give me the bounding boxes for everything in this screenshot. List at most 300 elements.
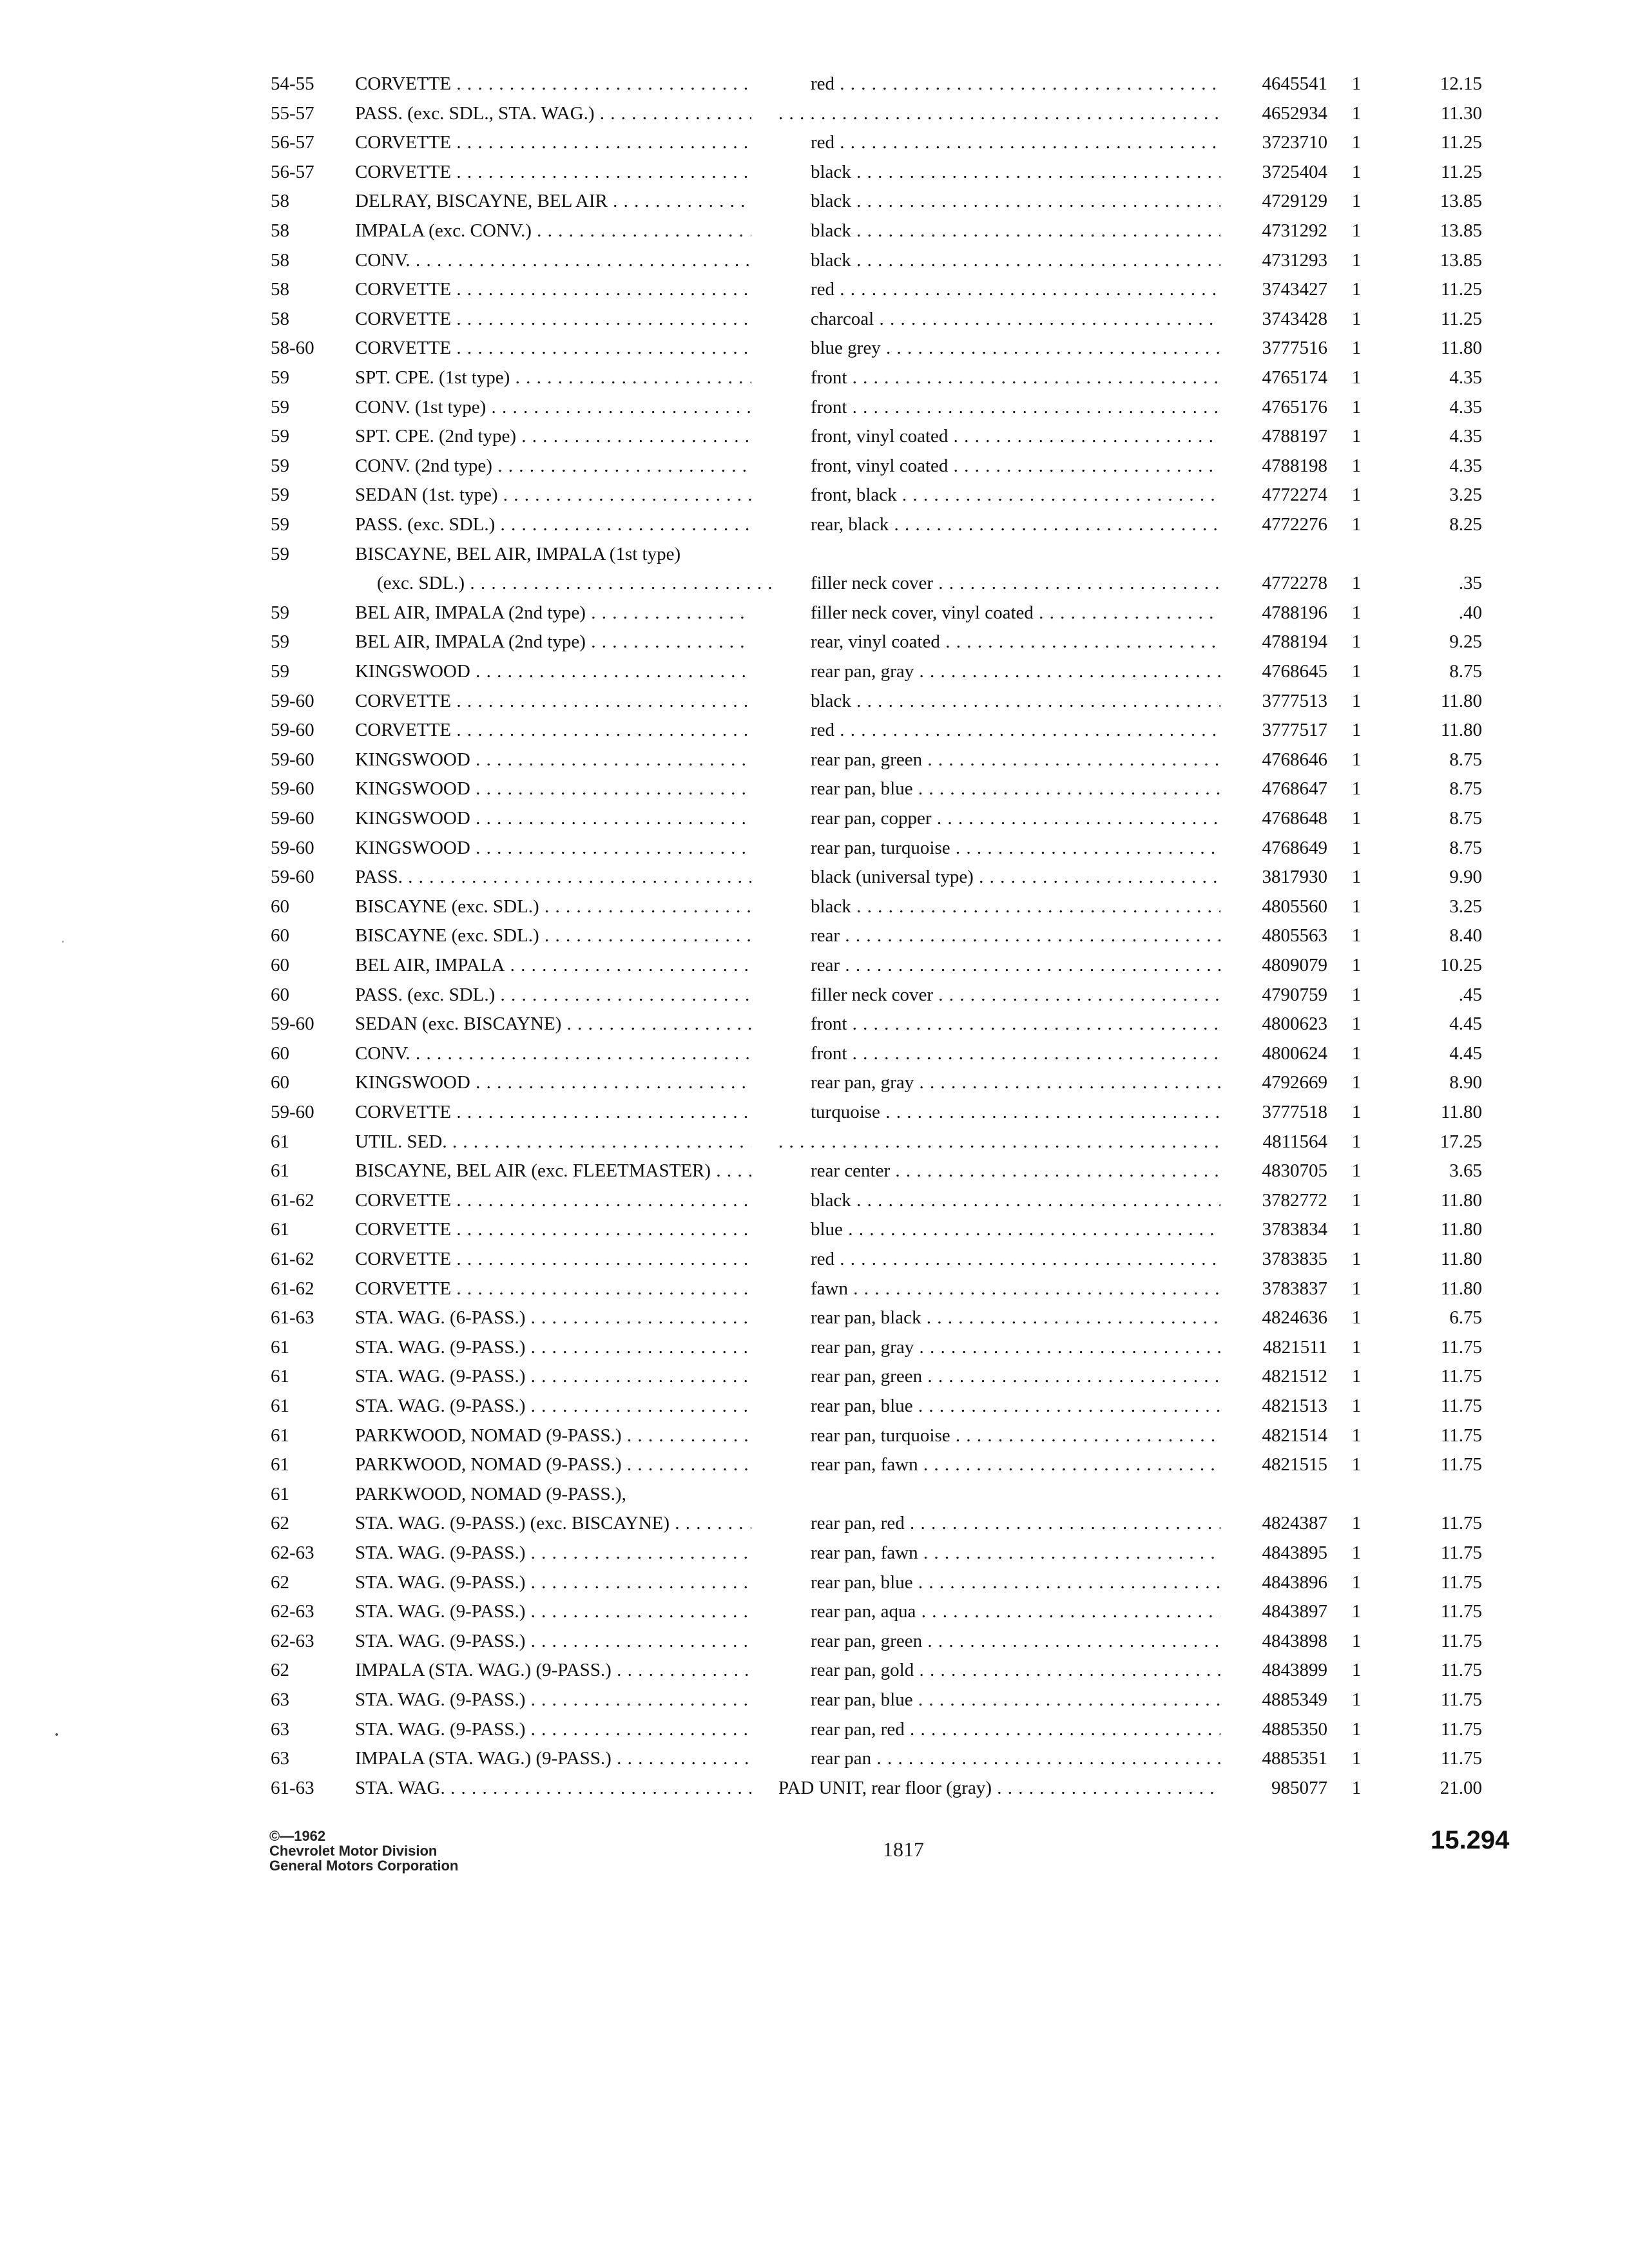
description-cell: rear pan . . .: [811, 1745, 1220, 1771]
description-cell: rear pan, green . . .: [811, 1363, 1220, 1389]
table-row: [0, 1510, 1629, 1540]
corporation-name: General Motors Corporation: [269, 1858, 459, 1874]
price-cell: 9.90: [1449, 867, 1482, 888]
part-number-cell: 3783835: [1262, 1249, 1327, 1269]
quantity-cell: 1: [1351, 73, 1362, 94]
description-cell: rear pan, gray . . .: [811, 1334, 1220, 1360]
description-cell: rear pan, fawn . . .: [811, 1452, 1220, 1477]
quantity-cell: 1: [1351, 1219, 1362, 1240]
part-number-cell: 3725404: [1262, 161, 1327, 182]
part-number-cell: 3743427: [1262, 279, 1327, 300]
quantity-cell: [1344, 1481, 1369, 1507]
model-cell: PASS. (exc. SDL., STA. WAG.) . . .: [355, 101, 751, 126]
price-cell: 13.85: [1440, 220, 1482, 241]
price-cell: 21.00: [1440, 1777, 1482, 1798]
model-cell: PARKWOOD, NOMAD (9-PASS.) . . .: [355, 1452, 751, 1477]
year-cell: 59-60: [271, 749, 314, 770]
table-row: [0, 423, 1629, 453]
model-cell: BISCAYNE, BEL AIR (exc. FLEETMASTER) . . .: [355, 1158, 751, 1184]
model-cell: KINGSWOOD . . .: [355, 658, 751, 684]
description-cell: rear pan, blue . . .: [811, 1570, 1220, 1595]
price-cell: 11.80: [1440, 690, 1482, 711]
quantity-cell: 1: [1351, 602, 1362, 623]
quantity-cell: 1: [1351, 661, 1362, 682]
price-cell: 3.65: [1449, 1160, 1482, 1182]
description-cell: red . . .: [811, 1246, 1220, 1272]
table-row: [0, 805, 1629, 835]
price-cell: 8.25: [1449, 514, 1482, 535]
year-cell: [271, 570, 348, 596]
table-row: [0, 1334, 1629, 1364]
quantity-cell: [1344, 541, 1369, 567]
price-cell: 6.75: [1449, 1307, 1482, 1329]
price-cell: 11.75: [1440, 1396, 1482, 1416]
table-row: [0, 218, 1629, 247]
quantity-cell: 1: [1351, 1131, 1362, 1152]
part-number-cell: 4805563: [1262, 925, 1327, 947]
description-cell: rear pan, green . . .: [811, 747, 1220, 773]
description-cell: rear . . .: [811, 923, 1220, 948]
year-cell: 62-63: [271, 1630, 314, 1651]
model-cell: STA. WAG. (9-PASS.) (exc. BISCAYNE) . . .: [355, 1510, 751, 1536]
table-row: [0, 894, 1629, 923]
description-cell: red . . .: [811, 71, 1220, 97]
model-cell: KINGSWOOD . . .: [355, 1070, 751, 1095]
year-cell: 62: [271, 1660, 289, 1681]
part-number-cell: 4800624: [1262, 1043, 1327, 1064]
year-cell: 59-60: [271, 1014, 314, 1035]
year-cell: 56-57: [271, 132, 314, 153]
model-cell: BISCAYNE, BEL AIR, IMPALA (1st type): [355, 543, 681, 564]
part-number-cell: 3777518: [1262, 1102, 1327, 1122]
quantity-cell: 1: [1351, 1336, 1362, 1358]
model-cell: STA. WAG. (6-PASS.) . . .: [355, 1305, 751, 1331]
price-cell: 8.75: [1449, 837, 1482, 858]
model-cell: CORVETTE . . .: [355, 130, 751, 155]
year-cell: 59-60: [271, 808, 314, 829]
model-cell: CORVETTE . . .: [355, 688, 751, 714]
part-number-cell: 4729129: [1262, 191, 1327, 212]
year-cell: 59-60: [271, 867, 314, 888]
quantity-cell: 1: [1351, 984, 1362, 1005]
model-cell: CONV. . . .: [355, 247, 751, 273]
model-cell: PASS. . . .: [355, 864, 751, 890]
year-cell: 60: [271, 1072, 289, 1093]
model-cell: BEL AIR, IMPALA (2nd type) . . .: [355, 629, 751, 655]
price-cell: 12.15: [1440, 73, 1482, 94]
description-cell: rear pan, green . . .: [811, 1628, 1220, 1654]
table-row: [0, 923, 1629, 952]
table-row: [0, 1129, 1629, 1158]
part-number-cell: 3782772: [1262, 1189, 1327, 1211]
quantity-cell: 1: [1351, 1748, 1362, 1769]
quantity-cell: 1: [1351, 1777, 1362, 1798]
model-cell: IMPALA (STA. WAG.) (9-PASS.) . . .: [355, 1657, 751, 1683]
price-cell: 11.75: [1440, 1748, 1482, 1769]
part-number-cell: 4821511: [1262, 1336, 1327, 1358]
year-cell: 59: [271, 514, 289, 535]
price-cell: 8.75: [1449, 661, 1482, 682]
price-cell: 8.40: [1449, 925, 1482, 947]
year-cell: 58: [271, 249, 289, 271]
part-number-cell: 4821512: [1262, 1366, 1327, 1387]
table-row: [0, 1276, 1629, 1305]
part-number-cell: 4821515: [1262, 1454, 1327, 1475]
part-number-cell: 4788198: [1262, 455, 1327, 476]
quantity-cell: 1: [1351, 161, 1362, 182]
model-cell: STA. WAG. (9-PASS.) . . .: [355, 1334, 751, 1360]
price-cell: 9.25: [1449, 631, 1482, 653]
table-row: [0, 688, 1629, 718]
description-cell: black . . .: [811, 247, 1220, 273]
year-cell: 61: [271, 1366, 289, 1387]
table-row: [0, 835, 1629, 865]
price-cell: .40: [1458, 602, 1482, 623]
model-cell: PARKWOOD, NOMAD (9-PASS.),: [355, 1483, 626, 1504]
price-cell: 11.75: [1440, 1454, 1482, 1475]
quantity-cell: 1: [1351, 1718, 1362, 1740]
part-number-cell: 3777517: [1262, 720, 1327, 741]
quantity-cell: 1: [1351, 249, 1362, 271]
model-cell: BEL AIR, IMPALA (2nd type) . . .: [355, 600, 751, 626]
model-cell: CORVETTE . . .: [355, 1187, 751, 1213]
model-cell: UTIL. SED. . . .: [355, 1129, 751, 1155]
part-number-cell: 4843899: [1262, 1660, 1327, 1681]
table-row: [0, 335, 1629, 365]
table-row: [0, 1657, 1629, 1687]
quantity-cell: 1: [1351, 1454, 1362, 1475]
price-cell: 11.75: [1440, 1660, 1482, 1681]
year-cell: 62-63: [271, 1601, 314, 1622]
description-cell: rear pan, fawn . . .: [811, 1540, 1220, 1566]
quantity-cell: 1: [1351, 631, 1362, 653]
division-name: Chevrolet Motor Division: [269, 1843, 438, 1859]
model-cell: CONV. (2nd type) . . .: [355, 453, 751, 479]
part-number-cell: 4788197: [1262, 426, 1327, 447]
price-cell: 11.75: [1440, 1366, 1482, 1387]
model-cell: STA. WAG. (9-PASS.) . . .: [355, 1393, 751, 1419]
year-cell: 61: [271, 1336, 289, 1358]
table-row: [0, 453, 1629, 483]
price-cell: 11.25: [1440, 279, 1482, 300]
price-cell: 11.25: [1440, 308, 1482, 329]
description-cell: rear, vinyl coated . . .: [811, 629, 1220, 655]
table-row: [0, 717, 1629, 747]
copyright-block: [269, 1829, 458, 1873]
price-cell: 11.80: [1440, 1249, 1482, 1269]
quantity-cell: 1: [1351, 455, 1362, 476]
description-cell: blue grey . . .: [811, 335, 1220, 361]
quantity-cell: 1: [1351, 808, 1362, 829]
model-cell: STA. WAG. (9-PASS.) . . .: [355, 1570, 751, 1595]
table-row: [0, 1216, 1629, 1246]
price-cell: 11.25: [1440, 132, 1482, 153]
model-cell: SPT. CPE. (2nd type) . . .: [355, 423, 751, 449]
price-cell: 3.25: [1449, 896, 1482, 917]
quantity-cell: 1: [1351, 1513, 1362, 1534]
part-number-cell: 4843897: [1262, 1601, 1327, 1622]
quantity-cell: 1: [1351, 1278, 1362, 1299]
price-cell: 11.75: [1440, 1571, 1482, 1593]
model-cell: (exc. SDL.) . . .: [355, 570, 773, 596]
model-cell: CORVETTE . . .: [355, 717, 751, 743]
description-cell: black (universal type) . . .: [811, 864, 1220, 890]
model-cell: BISCAYNE (exc. SDL.) . . .: [355, 923, 751, 948]
description-cell: black . . .: [811, 894, 1220, 919]
description-cell: rear pan, copper . . .: [811, 805, 1220, 831]
part-number-cell: 3783834: [1262, 1219, 1327, 1240]
model-cell: KINGSWOOD . . .: [355, 835, 751, 861]
year-cell: 61-62: [271, 1189, 314, 1211]
year-cell: 62-63: [271, 1542, 314, 1563]
quantity-cell: 1: [1351, 1542, 1362, 1563]
part-number-cell: 3743428: [1262, 308, 1327, 329]
description-cell: front . . .: [811, 1041, 1220, 1066]
model-cell: STA. WAG. . . .: [355, 1775, 751, 1801]
table-row: [0, 1599, 1629, 1628]
description-cell: rear, black . . .: [811, 512, 1220, 537]
price-cell: 11.80: [1440, 1189, 1482, 1211]
table-row: [0, 1570, 1629, 1599]
description-cell: [778, 1129, 1220, 1155]
part-number-cell: 4652934: [1262, 102, 1327, 124]
description-cell: front . . .: [811, 394, 1220, 420]
section-number: 15.294: [1431, 1826, 1510, 1854]
part-number-cell: 4885349: [1262, 1689, 1327, 1710]
part-number-cell: 4772274: [1262, 485, 1327, 506]
quantity-cell: 1: [1351, 690, 1362, 711]
model-cell: BEL AIR, IMPALA . . .: [355, 952, 751, 978]
table-row: [0, 1187, 1629, 1217]
year-cell: 61: [271, 1454, 289, 1475]
quantity-cell: 1: [1351, 396, 1362, 418]
price-cell: 4.45: [1449, 1043, 1482, 1064]
price-cell: 4.35: [1449, 396, 1482, 418]
description-cell: [778, 101, 1220, 126]
price-cell: 11.75: [1440, 1630, 1482, 1651]
description-cell: blue . . .: [811, 1216, 1220, 1242]
page-number: 1817: [883, 1838, 924, 1861]
description-cell: filler neck cover . . .: [811, 982, 1220, 1008]
price-cell: 17.25: [1440, 1131, 1482, 1152]
quantity-cell: 1: [1351, 1660, 1362, 1681]
model-cell: IMPALA (exc. CONV.) . . .: [355, 218, 751, 244]
quantity-cell: 1: [1351, 1601, 1362, 1622]
year-cell: 58: [271, 308, 289, 329]
table-row: [0, 159, 1629, 189]
quantity-cell: 1: [1351, 308, 1362, 329]
part-number-cell: 4768649: [1262, 837, 1327, 858]
part-number-cell: 4792669: [1262, 1072, 1327, 1093]
model-cell: CORVETTE . . .: [355, 306, 751, 332]
table-row: [0, 1716, 1629, 1746]
model-cell: CORVETTE . . .: [355, 1099, 751, 1125]
price-cell: 11.80: [1440, 338, 1482, 359]
part-number-cell: 4765176: [1262, 396, 1327, 418]
part-number-cell: 4645541: [1262, 73, 1327, 94]
table-row: [0, 629, 1629, 658]
quantity-cell: 1: [1351, 1571, 1362, 1593]
description-cell: front . . .: [811, 365, 1220, 390]
description-cell: turquoise . . .: [811, 1099, 1220, 1125]
year-cell: 60: [271, 896, 289, 917]
quantity-cell: 1: [1351, 279, 1362, 300]
part-number-cell: 4768646: [1262, 749, 1327, 770]
model-cell: STA. WAG. (9-PASS.) . . .: [355, 1599, 751, 1624]
year-cell: 59-60: [271, 837, 314, 858]
table-row: [0, 1745, 1629, 1775]
year-cell: 59-60: [271, 720, 314, 741]
table-row: [0, 1246, 1629, 1276]
year-cell: 59-60: [271, 1102, 314, 1122]
price-cell: 8.90: [1449, 1072, 1482, 1093]
table-row: [0, 1393, 1629, 1423]
price-cell: 8.75: [1449, 808, 1482, 829]
quantity-cell: 1: [1351, 485, 1362, 506]
scan-speck: [55, 1733, 58, 1736]
description-cell: [811, 541, 1220, 567]
year-cell: 59: [271, 455, 289, 476]
model-cell: PARKWOOD, NOMAD (9-PASS.) . . .: [355, 1423, 751, 1448]
quantity-cell: 1: [1351, 778, 1362, 800]
quantity-cell: 1: [1351, 514, 1362, 535]
quantity-cell: 1: [1351, 955, 1362, 975]
quantity-cell: 1: [1351, 132, 1362, 153]
part-number-cell: 3777516: [1262, 338, 1327, 359]
part-number-cell: 4788194: [1262, 631, 1327, 653]
model-cell: CORVETTE . . .: [355, 71, 751, 97]
price-cell: 11.75: [1440, 1513, 1482, 1534]
price-cell: 11.25: [1440, 161, 1482, 182]
description-cell: PAD UNIT, rear floor (gray) . . .: [778, 1775, 1220, 1801]
description-cell: rear pan, black . . .: [811, 1305, 1220, 1331]
part-number-cell: 4772276: [1262, 514, 1327, 535]
quantity-cell: 1: [1351, 338, 1362, 359]
year-cell: 61: [271, 1219, 289, 1240]
description-cell: rear pan, gray . . .: [811, 658, 1220, 684]
year-cell: 60: [271, 955, 289, 975]
description-cell: red . . .: [811, 276, 1220, 302]
table-row: [0, 541, 1629, 571]
model-cell: CONV. (1st type) . . .: [355, 394, 751, 420]
model-cell: KINGSWOOD . . .: [355, 805, 751, 831]
part-number-cell: 4805560: [1262, 896, 1327, 917]
year-cell: 62: [271, 1513, 289, 1534]
price-cell: 11.75: [1440, 1542, 1482, 1563]
model-cell: CORVETTE . . .: [355, 276, 751, 302]
part-number-cell: 4731293: [1262, 249, 1327, 271]
model-cell: CORVETTE . . .: [355, 159, 751, 185]
quantity-cell: 1: [1351, 1307, 1362, 1329]
quantity-cell: 1: [1351, 896, 1362, 917]
year-cell: 60: [271, 925, 289, 947]
part-number-cell: 4843896: [1262, 1571, 1327, 1593]
price-cell: 4.35: [1449, 426, 1482, 447]
year-cell: 60: [271, 984, 289, 1005]
table-row: [0, 247, 1629, 277]
description-cell: rear . . .: [811, 952, 1220, 978]
year-cell: 58: [271, 191, 289, 212]
description-cell: rear pan, blue . . .: [811, 1687, 1220, 1713]
year-cell: 63: [271, 1748, 289, 1769]
description-cell: front, black . . .: [811, 482, 1220, 508]
year-cell: 63: [271, 1718, 289, 1740]
year-cell: 61-63: [271, 1777, 314, 1798]
year-cell: 61-62: [271, 1278, 314, 1299]
model-cell: IMPALA (STA. WAG.) (9-PASS.) . . .: [355, 1745, 751, 1771]
description-cell: rear pan, blue . . .: [811, 1393, 1220, 1419]
description-cell: rear center . . .: [811, 1158, 1220, 1184]
year-cell: 55-57: [271, 102, 314, 124]
model-cell: KINGSWOOD . . .: [355, 776, 751, 802]
model-cell: PASS. (exc. SDL.) . . .: [355, 982, 751, 1008]
part-number-cell: 4768645: [1262, 661, 1327, 682]
table-row: [0, 1070, 1629, 1099]
quantity-cell: 1: [1351, 102, 1362, 124]
description-cell: front, vinyl coated . . .: [811, 423, 1220, 449]
table-row: [0, 1628, 1629, 1658]
model-cell: STA. WAG. (9-PASS.) . . .: [355, 1628, 751, 1654]
table-row: [0, 71, 1629, 101]
table-row: [0, 306, 1629, 336]
price-cell: 11.80: [1440, 1278, 1482, 1299]
year-cell: 59-60: [271, 690, 314, 711]
part-number-cell: 3783837: [1262, 1278, 1327, 1299]
price-cell: .45: [1458, 984, 1482, 1005]
part-number-cell: 4809079: [1262, 955, 1327, 975]
part-number-cell: 3777513: [1262, 690, 1327, 711]
table-row: [0, 747, 1629, 776]
table-row: [0, 952, 1629, 982]
quantity-cell: 1: [1351, 720, 1362, 741]
price-cell: [1385, 541, 1482, 567]
table-row: [0, 776, 1629, 805]
description-cell: rear pan, turquoise . . .: [811, 1423, 1220, 1448]
quantity-cell: 1: [1351, 191, 1362, 212]
quantity-cell: 1: [1351, 1160, 1362, 1182]
price-cell: 8.75: [1449, 778, 1482, 800]
price-cell: 4.35: [1449, 455, 1482, 476]
part-number-cell: 4788196: [1262, 602, 1327, 623]
model-cell: STA. WAG. (9-PASS.) . . .: [355, 1687, 751, 1713]
year-cell: 58: [271, 220, 289, 241]
model-cell: STA. WAG. (9-PASS.) . . .: [355, 1540, 751, 1566]
table-row: [0, 982, 1629, 1012]
part-number-cell: 4821513: [1262, 1396, 1327, 1416]
year-cell: 61: [271, 1483, 289, 1504]
table-row: [0, 1481, 1629, 1511]
description-cell: front . . .: [811, 1011, 1220, 1037]
quantity-cell: 1: [1351, 367, 1362, 388]
model-cell: CORVETTE . . .: [355, 335, 751, 361]
description-cell: black . . .: [811, 688, 1220, 714]
table-row: [0, 1041, 1629, 1070]
description-cell: charcoal . . .: [811, 306, 1220, 332]
model-cell: CORVETTE . . .: [355, 1246, 751, 1272]
part-number-cell: 4811564: [1262, 1131, 1327, 1152]
year-cell: 61-62: [271, 1249, 314, 1269]
table-row: [0, 1011, 1629, 1041]
description-cell: rear pan, aqua . . .: [811, 1599, 1220, 1624]
model-cell: CORVETTE . . .: [355, 1216, 751, 1242]
table-row: [0, 482, 1629, 512]
table-row: [0, 1775, 1629, 1805]
quantity-cell: 1: [1351, 1689, 1362, 1710]
year-cell: 59: [271, 661, 289, 682]
price-cell: 11.75: [1440, 1718, 1482, 1740]
table-row: [0, 570, 1629, 600]
table-row: [0, 1452, 1629, 1481]
